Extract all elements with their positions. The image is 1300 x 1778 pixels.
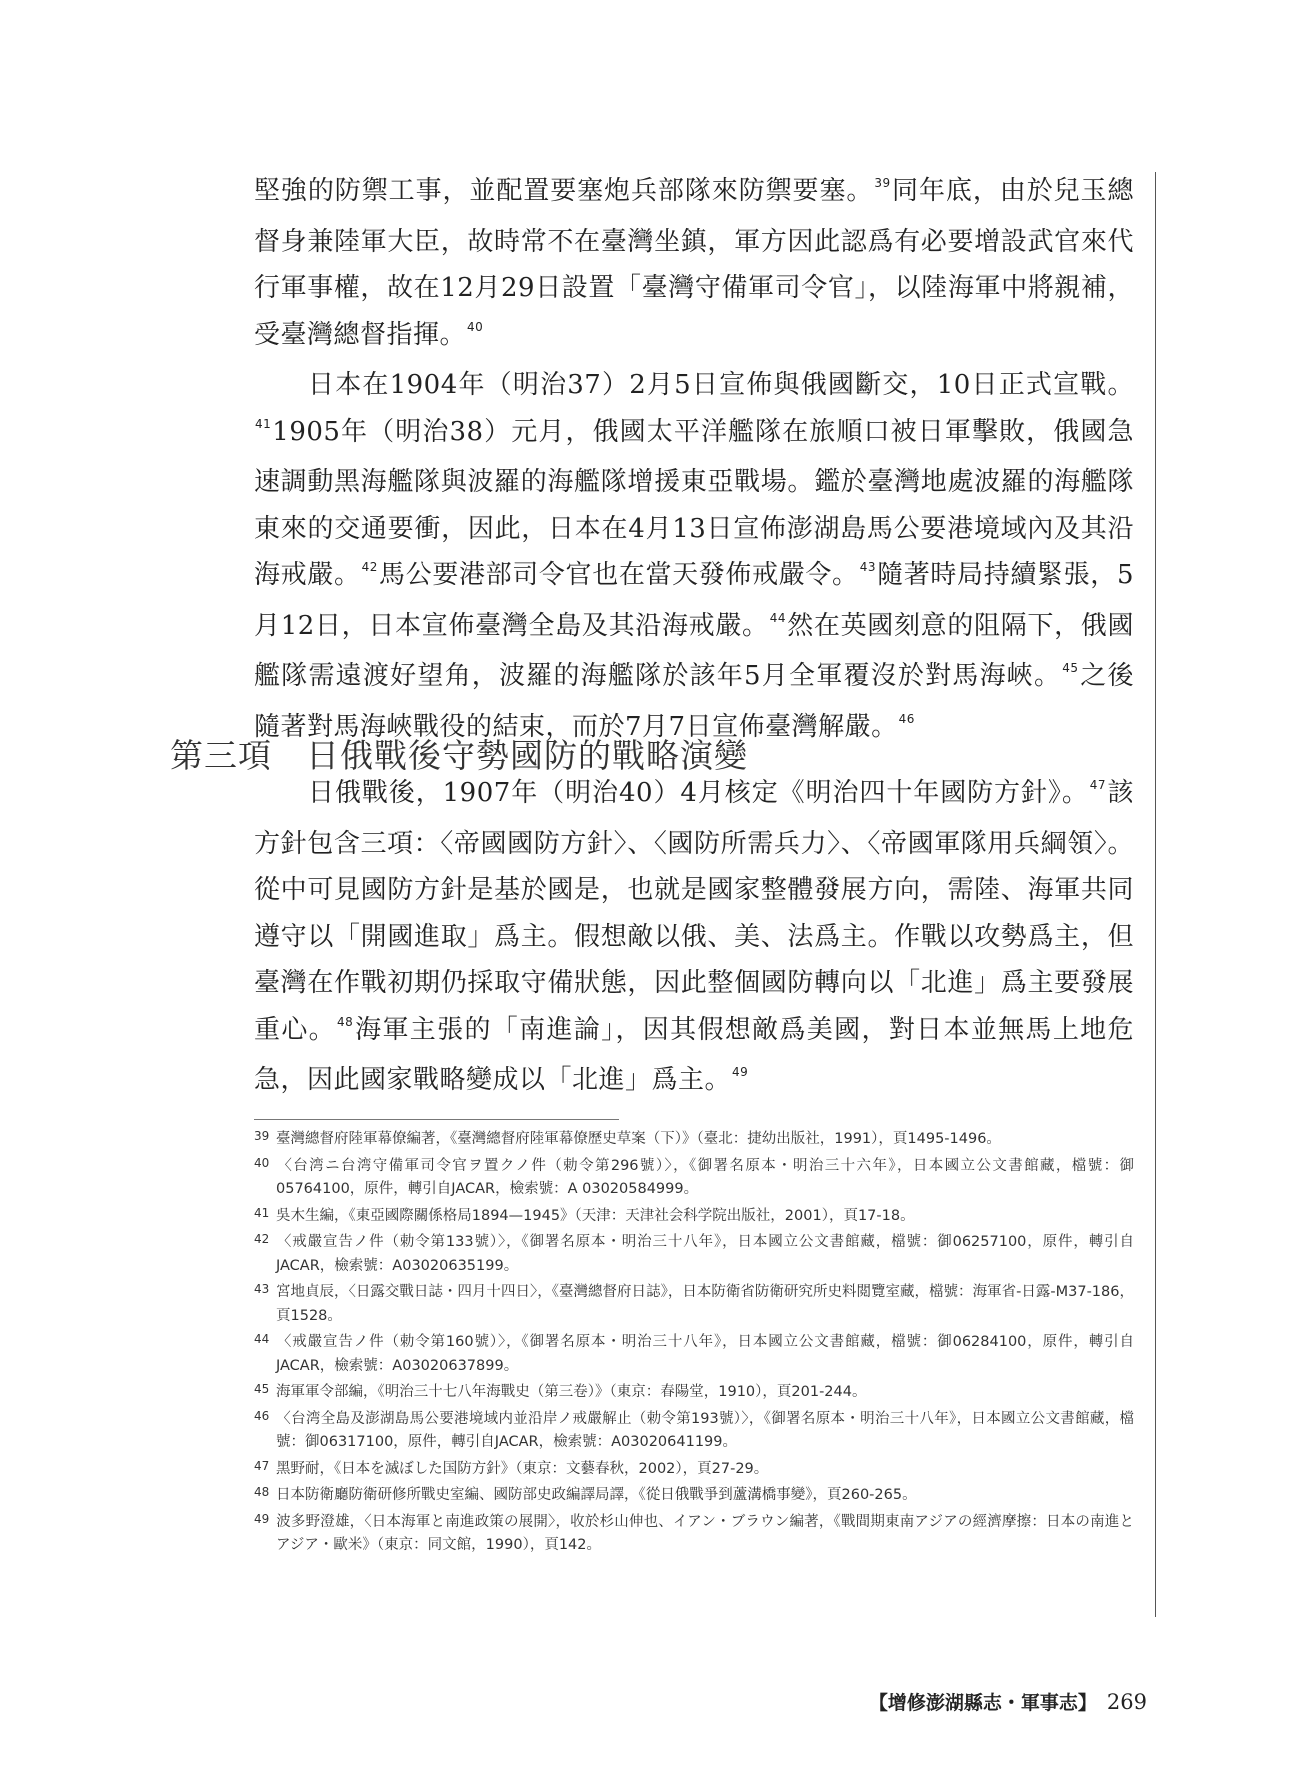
footnote-number: 44	[254, 1332, 270, 1346]
footnote-text: 宮地貞辰，〈日露交戰日誌・四月十四日〉，《臺灣總督府日誌》，日本防衛省防衛研究所史料閲覽室藏，檔號：海軍省-日露-M37-186，頁1528。	[276, 1284, 1134, 1324]
footnote-42	[254, 1231, 1134, 1278]
footnote-40	[254, 1155, 1134, 1202]
footnote-46	[254, 1408, 1134, 1455]
footnote-43	[254, 1281, 1134, 1328]
para2-text-3: 馬公要港部司令官也在當天發佈戒嚴令。	[378, 560, 859, 590]
footnote-ref-39[interactable]: 39	[874, 176, 891, 190]
footnote-separator	[254, 1119, 619, 1120]
page-number: 269	[1106, 1690, 1147, 1714]
footnote-number: 47	[254, 1458, 270, 1473]
body-text-section3	[254, 770, 1134, 1108]
footnote-number: 42	[254, 1232, 270, 1246]
footnote-ref-40[interactable]: 40	[467, 319, 484, 334]
paragraph-1	[254, 168, 1134, 362]
footnote-ref-45[interactable]: 45	[1062, 661, 1079, 675]
margin-rule	[1155, 172, 1156, 1617]
footnote-39	[254, 1128, 1134, 1152]
footnote-number: 48	[254, 1485, 270, 1499]
paragraph-3	[254, 770, 1134, 1108]
footnote-ref-41[interactable]: 41	[255, 416, 272, 431]
para1-text-b: 同年底，由於兒玉總督身兼陸軍大臣，故時常不在臺灣坐鎮，軍方因此認爲有必要增設武官來代行軍事權，故在12月29日設置「臺灣守備軍司令官」，以陸海軍中將親補，受臺灣總督指揮。	[254, 176, 1134, 350]
footnote-number: 41	[254, 1205, 270, 1220]
footnote-ref-48[interactable]: 48	[337, 1014, 354, 1029]
para2-text-5: 然在英國刻意的阻隔下，俄國艦隊需遠渡好望角，波羅的海艦隊於該年5月全軍覆沒於對馬海峽。	[254, 610, 1134, 691]
footnote-ref-49[interactable]: 49	[732, 1065, 749, 1079]
footnote-45	[254, 1381, 1134, 1405]
footnote-49	[254, 1511, 1134, 1558]
para3-text-1: 日俄戰後，1907年（明治40）4月核定《明治四十年國防方針》。	[308, 778, 1089, 808]
footnote-ref-43[interactable]: 43	[859, 560, 876, 574]
footnotes	[254, 1128, 1134, 1561]
paragraph-2	[254, 362, 1134, 754]
footnote-text: 臺灣總督府陸軍幕僚編著，《臺灣總督府陸軍幕僚歷史草案（下）》（臺北：捷幼出版社，1991），頁1495-1496。	[276, 1131, 1001, 1147]
para2-text-1: 日本在1904年（明治37）2月5日宣佈與俄國斷交，10日正式宣戰。	[308, 370, 1134, 400]
footnote-number: 45	[254, 1382, 270, 1396]
footnote-ref-47[interactable]: 47	[1089, 778, 1107, 792]
footnote-number: 43	[254, 1282, 270, 1296]
footnote-text: 波多野澄雄，〈日本海軍と南進政策の展開〉，收於杉山伸也、イアン・ブラウン編著，《戰間期東南アジアの經濟摩擦：日本の南進とアジア・歐米》（東京：同文館，1990），頁142。	[276, 1513, 1134, 1553]
footnote-text: 海軍軍令部編，《明治三十七八年海戰史（第三卷）》（東京：春陽堂，1910），頁201-244。	[276, 1384, 867, 1400]
para1-text-a: 堅強的防禦工事，並配置要塞炮兵部隊來防禦要塞。	[254, 176, 874, 206]
footnote-number: 39	[254, 1129, 270, 1143]
footnote-text: 吳木生編，《東亞國際關係格局1894—1945》（天津：天津社会科学院出版社，2001），頁17-18。	[276, 1207, 915, 1224]
section-heading: 第三項 日俄戰後守勢國防的戰略演變	[170, 736, 748, 775]
page-footer	[869, 1688, 1147, 1715]
para3-text-3: 海軍主張的「南進論」，因其假想敵爲美國，對日本並無馬上地危急，因此國家戰略變成以「北進」爲主。	[254, 1014, 1134, 1095]
book-title: 【增修澎湖縣志・軍事志】	[868, 1692, 1097, 1714]
para2-text-6: 之後隨著對馬海峽戰役的結束，而於7月7日宣佈臺灣解嚴。	[254, 661, 1134, 742]
footnote-text: 黑野耐，《日本を滅ぼした国防方針》（東京：文藝春秋，2002），頁27-29。	[276, 1460, 769, 1477]
footnote-ref-44[interactable]: 44	[769, 610, 786, 625]
footnote-text: 〈台湾全島及澎湖島馬公要港境域内並沿岸ノ戒嚴解止（勅令第193號）〉，《御署名原本・明治三十八年》，日本國立公文書館藏，檔號：御06317100，原件，轉引自JACAR，檢索號：A03020641199。	[276, 1410, 1134, 1450]
para3-text-2: 該方針包含三項：〈帝國國防方針〉、〈國防所需兵力〉、〈帝國軍隊用兵綱領〉。從中可見國防方針是基於國是，也就是國家整體發展方向，需陸、海軍共同遵守以「開國進取」爲主。假想敵以俄、美、法爲主。作戰以攻勢爲主，但臺灣在作戰初期仍採取守備狀態，因此整個國防轉向以「北進」爲主要發展重心。	[254, 778, 1134, 1045]
footnote-number: 40	[254, 1155, 270, 1170]
footnote-48	[254, 1484, 1134, 1508]
footnote-text: 〈戒嚴宣告ノ件（勅令第133號）〉，《御署名原本・明治三十八年》，日本國立公文書館藏，檔號：御06257100，原件，轉引自JACAR，檢索號：A03020635199。	[276, 1234, 1134, 1274]
footnote-text: 〈台湾ニ台湾守備軍司令官ヲ置クノ件（勅令第296號）〉，《御署名原本・明治三十六年》，日本國立公文書館藏，檔號：御05764100，原件，轉引自JACAR，檢索號：A 03020584999。	[276, 1157, 1134, 1197]
footnote-ref-46[interactable]: 46	[898, 711, 915, 726]
footnote-ref-42[interactable]: 42	[361, 560, 378, 574]
para2-text-2: 1905年（明治38）元月，俄國太平洋艦隊在旅順口被日軍擊敗，俄國急速調動黑海艦隊與波羅的海艦隊增援東亞戰場。鑑於臺灣地處波羅的海艦隊東來的交通要衝，因此，日本在4月13日宣佈澎湖島馬公要港境域內及其沿海戒嚴。	[254, 416, 1134, 590]
footnote-44	[254, 1331, 1134, 1378]
footnote-text: 日本防衛廳防衛研修所戰史室編、國防部史政編譯局譯，《從日俄戰爭到蘆溝橋事變》，頁260-265。	[276, 1487, 917, 1503]
footnote-41	[254, 1205, 1134, 1229]
footnote-number: 49	[254, 1511, 270, 1526]
footnote-47	[254, 1458, 1134, 1482]
body-text-top	[254, 168, 1134, 754]
footnote-text: 〈戒嚴宣告ノ件（勅令第160號）〉，《御署名原本・明治三十八年》，日本國立公文書館藏，檔號：御06284100，原件，轉引自JACAR，檢索號：A03020637899。	[276, 1334, 1134, 1374]
para2-text-4: 隨著時局持續緊張，5月12日，日本宣佈臺灣全島及其沿海戒嚴。	[254, 560, 1134, 641]
footnote-number: 46	[254, 1408, 270, 1423]
